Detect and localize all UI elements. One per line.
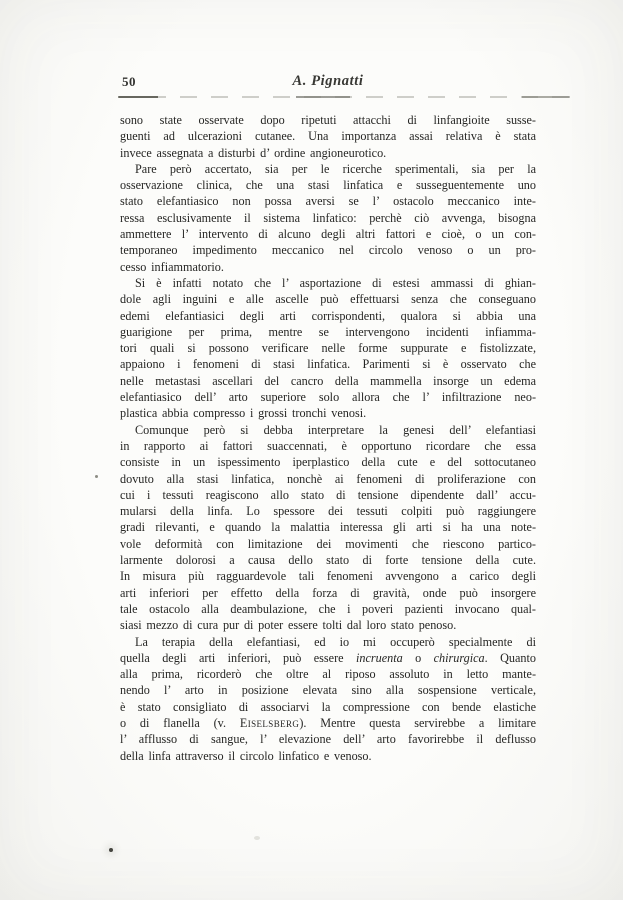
ink-speck: [95, 475, 98, 478]
text-line: osservazione clinica, che una stasi linfatica e susseguentemente uno: [120, 178, 536, 193]
text-line: tale ostacolo alla deambulazione, che i poveri pazienti invocano qual-: [120, 601, 536, 616]
text-line: guarigione per prima, mentre se intervengono incidenti infiamma-: [120, 324, 536, 339]
text-line: elefantiasico dell’ arto superiore solo allora che l’ infiltrazione neo-: [120, 390, 536, 405]
page-body: [120, 112, 536, 764]
text-line: tori quali si possono verificare nelle forme suppurate e fistolizzate,: [120, 341, 536, 356]
text-line: è stato consigliato di associarvi la compressione con bende elastiche: [120, 699, 536, 714]
text-line: dole agli inguini e alle ascelle può effettuarsi senza che conseguano: [120, 292, 536, 307]
text-line: invece assegnata a disturbi d’ ordine angioneurotico.: [120, 145, 387, 160]
text-line: edemi elefantiasici degli arti corrispondenti, qualora si abbia una: [120, 308, 536, 323]
text-line: gradi rilevanti, e quando la malattia interessa gli arti si ha una note-: [120, 520, 536, 535]
text-line: temporaneo impedimento meccanico nel circolo venoso o un pro-: [120, 243, 536, 258]
text-line: La terapia della elefantiasi, ed io mi occuperò specialmente di: [135, 634, 536, 649]
text-line: consiste in un ispessimento iperplastico della cute e del sottocutaneo: [120, 455, 536, 470]
text-line: larmente dolorosi a causa dello stato di forte tensione della cute.: [120, 553, 536, 568]
text-line: appaiono i fenomeni di stasi linfatica. Parimenti si è osservato che: [120, 357, 536, 372]
text-line: cesso infiammatorio.: [120, 259, 224, 274]
text-line: o di flanella (v. Eiselsberg). Mentre questa servirebbe a limitare: [120, 715, 536, 730]
text-line: ressa esclusivamente il sistema linfatico: perchè ciò avvenga, bisogna: [120, 210, 536, 225]
text-line: vole deformità con limitazione dei movimenti che riescono partico-: [120, 536, 536, 551]
text-line: ammettere l’ intervento di alcuno degli altri fattori e cioè, o un con-: [120, 227, 536, 242]
text-line: Comunque però si debba interpretare la genesi dell’ elefantiasi: [135, 422, 536, 437]
page-number: 50: [122, 74, 136, 89]
text-line: della linfa attraverso il circolo linfatico e venoso.: [120, 748, 372, 763]
text-line: arti inferiori per effetto della forza di gravità, onde può insorgere: [120, 585, 536, 600]
header-rule: [118, 96, 570, 98]
text-line: nendo l’ arto in posizione elevata sino alla sospensione verticale,: [120, 683, 536, 698]
ink-speck: [109, 848, 113, 852]
text-line: l’ afflusso di sangue, l’ elevazione dell’ arto favorirebbe il deflusso: [120, 732, 536, 747]
running-header-author: A. Pignatti: [292, 73, 364, 89]
text-line: sono state osservate dopo ripetuti attacchi di linfangioite susse-: [120, 113, 536, 127]
text-line: In misura più ragguardevole tali fenomeni avvengono a carico degli: [120, 569, 536, 584]
text-line: Pare però accertato, sia per le ricerche sperimentali, sia per la: [135, 161, 536, 176]
text-line: nelle metastasi ascellari del cancro della mammella insorge un edema: [120, 373, 536, 388]
text-line: in rapporto ai fattori suaccennati, è opportuno ricordare che essa: [120, 438, 536, 453]
text-line: quella degli arti inferiori, può essere incruenta o chirurgica. Quanto: [120, 650, 536, 665]
text-line: cui i tessuti reagiscono allo stato di tensione dipendente dall’ accu-: [120, 487, 536, 502]
ink-speck: [254, 836, 260, 840]
text-line: guenti ad ulcerazioni cutanee. Una importanza assai relativa è stata: [120, 129, 536, 144]
text-line: dovuto alla stasi linfatica, nonchè ai fenomeni di proliferazione con: [120, 471, 536, 486]
text-line: alla prima, ricorderò che oltre al riposo assoluto in letto mante-: [120, 667, 536, 682]
text-line: plastica abbia compresso i grossi tronchi venosi.: [120, 406, 367, 421]
running-head: [120, 74, 536, 92]
text-line: mularsi della linfa. Lo spessore dei tessuti colpiti può raggiungere: [120, 504, 536, 519]
text-line: siasi mezzo di cura pur di poter essere tolti dal loro stato penoso.: [120, 618, 457, 633]
text-line: stato elefantiasico non possa aversi se l’ ostacolo meccanico inte-: [120, 194, 536, 209]
text-line: Si è infatti notato che l’ asportazione di estesi ammassi di ghian-: [135, 275, 536, 290]
